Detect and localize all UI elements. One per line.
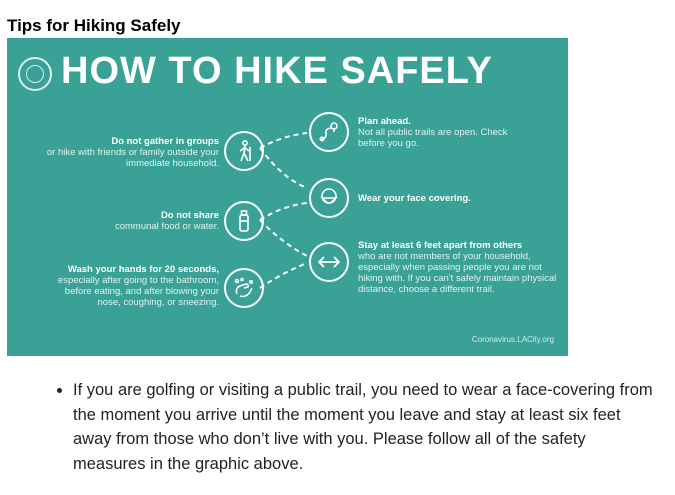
tip-six-feet (358, 240, 558, 295)
tip-body: Not all public trails are open. Check before you go. (358, 127, 508, 149)
tip-wash-hands (39, 264, 219, 308)
tip-body: communal food or water. (114, 221, 219, 232)
list-item: • If you are golfing or visiting a public trail, you need to wear a face-covering from the moment you arrive until the moment you leave and stay at least six feet away from those who don’t live with you. Please follow all of the safety measures in the graphic above. (73, 378, 655, 476)
tip-title: Stay at least 6 feet apart from others (358, 240, 523, 251)
distance-arrows-icon (309, 242, 349, 282)
tip-body: who are not members of your household, especially when passing people you are not hiking with. If you can't safely maintain physical distance, choose a different trail. (358, 251, 557, 295)
tip-face-covering (358, 193, 548, 204)
tip-body: especially after going to the bathroom, before eating, and after blowing your nose, coughing, or sneezing. (57, 275, 219, 308)
safety-bullet-list (55, 378, 655, 476)
tip-no-groups (19, 136, 219, 169)
hike-safely-infographic (7, 38, 568, 356)
hiker-icon (224, 131, 264, 171)
handwash-icon (224, 268, 264, 308)
tip-title: Do not share (160, 210, 219, 221)
tip-title: Plan ahead. (358, 116, 411, 127)
tip-body: or hike with friends or family outside your immediate household. (46, 147, 219, 169)
infographic-headline: HOW TO HIKE SAFELY (61, 50, 493, 92)
tip-title: Wash your hands for 20 seconds, (67, 264, 219, 275)
tip-title: Do not gather in groups (111, 136, 219, 147)
trail-map-icon (309, 112, 349, 152)
tip-plan-ahead (358, 116, 518, 149)
source-url: Coronavirus.LACity.org (471, 335, 554, 344)
tip-no-sharing (19, 210, 219, 232)
face-mask-icon (309, 178, 349, 218)
bottle-icon (224, 201, 264, 241)
page-title: Tips for Hiking Safely (7, 16, 181, 35)
tip-title: Wear your face covering. (358, 193, 471, 204)
